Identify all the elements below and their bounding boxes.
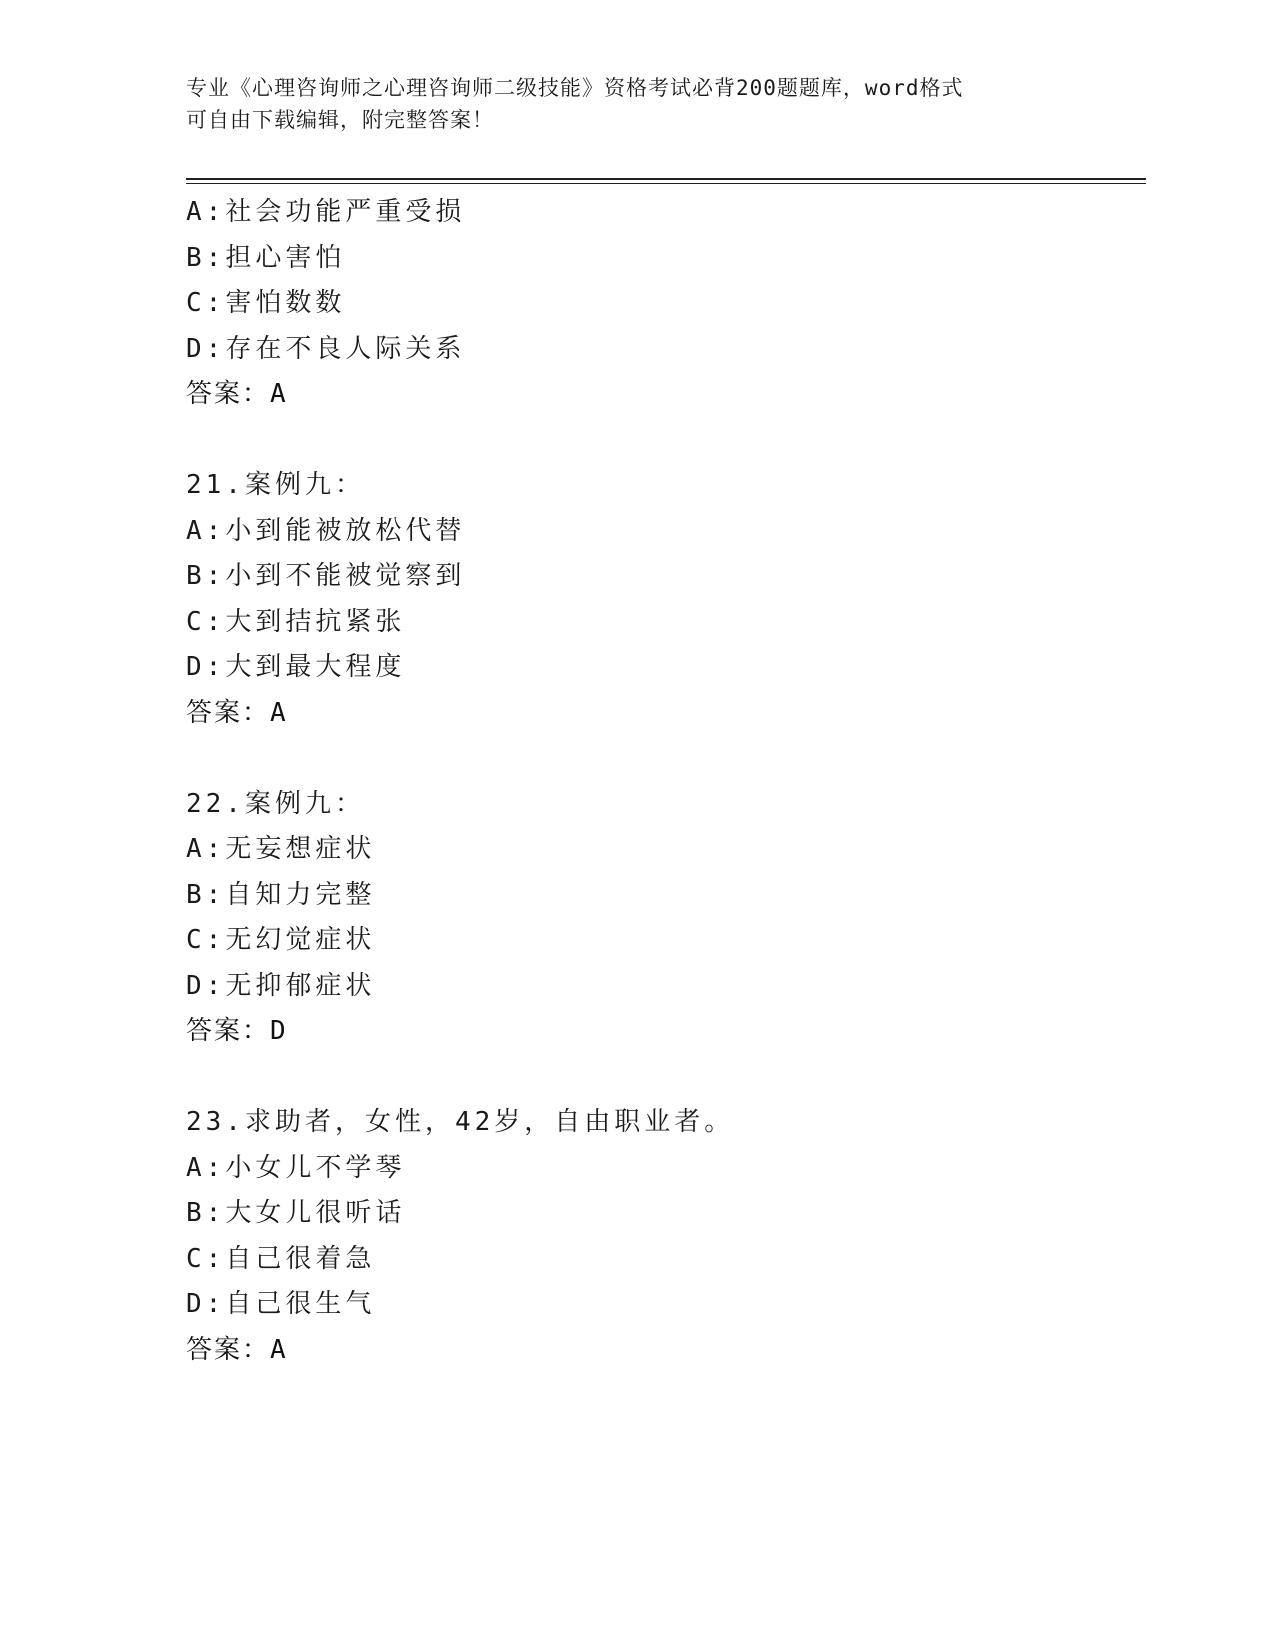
option-text: 害怕数数 (225, 288, 346, 318)
option-b (186, 554, 1086, 600)
option-a (186, 190, 1086, 236)
option-text: 大到最大程度 (225, 652, 406, 682)
option-label: D: (186, 1289, 226, 1319)
option-text: 无幻觉症状 (225, 925, 376, 955)
document-header (186, 72, 1086, 136)
option-a (186, 1146, 1086, 1192)
answer-label: 答案： (186, 1016, 271, 1046)
question-block-prev (186, 190, 1086, 418)
option-text: 无妄想症状 (225, 834, 376, 864)
option-text: 小到不能被觉察到 (225, 561, 466, 591)
option-label: B: (186, 1198, 226, 1228)
header-title-line-1: 专业《心理咨询师之心理咨询师二级技能》资格考试必背200题题库，word格式 (186, 76, 964, 100)
option-d (186, 327, 1086, 373)
answer-value: A (270, 697, 286, 728)
option-b (186, 236, 1086, 282)
option-a (186, 509, 1086, 555)
option-label: C: (186, 606, 226, 637)
question-stem (186, 1100, 1086, 1146)
option-text: 小到能被放松代替 (225, 515, 466, 546)
header-title-line-2: 可自由下载编辑，附完整答案！ (186, 108, 494, 132)
option-label: A: (186, 1152, 226, 1183)
option-label: C: (186, 288, 226, 318)
option-a (186, 827, 1086, 873)
option-c (186, 600, 1086, 646)
answer-value: D (270, 1016, 286, 1046)
spacer (186, 418, 1086, 464)
option-b (186, 1191, 1086, 1237)
answer-value: A (270, 1334, 286, 1365)
option-text: 无抑郁症状 (225, 970, 376, 1001)
answer-line (186, 1328, 1086, 1374)
option-text: 大女儿很听话 (225, 1198, 406, 1228)
question-block-21 (186, 463, 1086, 736)
option-label: C: (186, 925, 226, 955)
question-stem (186, 782, 1086, 828)
option-label: B: (186, 561, 226, 591)
option-text: 自知力完整 (225, 879, 376, 910)
question-text: 求助者，女性，42岁，自由职业者。 (244, 1107, 735, 1137)
question-number: 22. (186, 788, 245, 819)
answer-label: 答案： (186, 1334, 271, 1365)
option-d (186, 1282, 1086, 1328)
answer-line (186, 1009, 1086, 1055)
option-d (186, 964, 1086, 1010)
option-c (186, 918, 1086, 964)
option-label: D: (186, 652, 226, 682)
option-label: A: (186, 515, 226, 546)
option-label: D: (186, 970, 226, 1001)
question-number: 23. (186, 1107, 245, 1137)
option-label: B: (186, 242, 226, 273)
option-b (186, 873, 1086, 919)
option-d (186, 645, 1086, 691)
question-block-22 (186, 782, 1086, 1055)
spacer (186, 736, 1086, 782)
option-c (186, 281, 1086, 327)
header-divider-thin (186, 183, 1146, 184)
option-c (186, 1237, 1086, 1283)
option-text: 小女儿不学琴 (225, 1152, 406, 1183)
option-label: A: (186, 834, 226, 864)
option-label: D: (186, 333, 226, 364)
option-text: 担心害怕 (225, 242, 346, 273)
question-text: 案例九： (244, 788, 365, 819)
question-block-23 (186, 1100, 1086, 1373)
answer-label: 答案： (186, 697, 271, 728)
question-number: 21. (186, 470, 245, 500)
question-stem (186, 463, 1086, 509)
header-divider-thick (186, 178, 1146, 180)
answer-line (186, 691, 1086, 737)
answer-value: A (270, 379, 286, 409)
option-text: 存在不良人际关系 (225, 333, 466, 364)
answer-label: 答案： (186, 379, 271, 409)
option-text: 社会功能严重受损 (225, 197, 466, 227)
option-label: A: (186, 197, 226, 227)
option-text: 大到拮抗紧张 (225, 606, 406, 637)
option-label: B: (186, 879, 226, 910)
option-label: C: (186, 1243, 226, 1274)
option-text: 自己很着急 (225, 1243, 376, 1274)
option-text: 自己很生气 (225, 1289, 376, 1319)
spacer (186, 1055, 1086, 1101)
question-text: 案例九： (244, 470, 365, 500)
question-list (186, 190, 1086, 1373)
answer-line (186, 372, 1086, 418)
